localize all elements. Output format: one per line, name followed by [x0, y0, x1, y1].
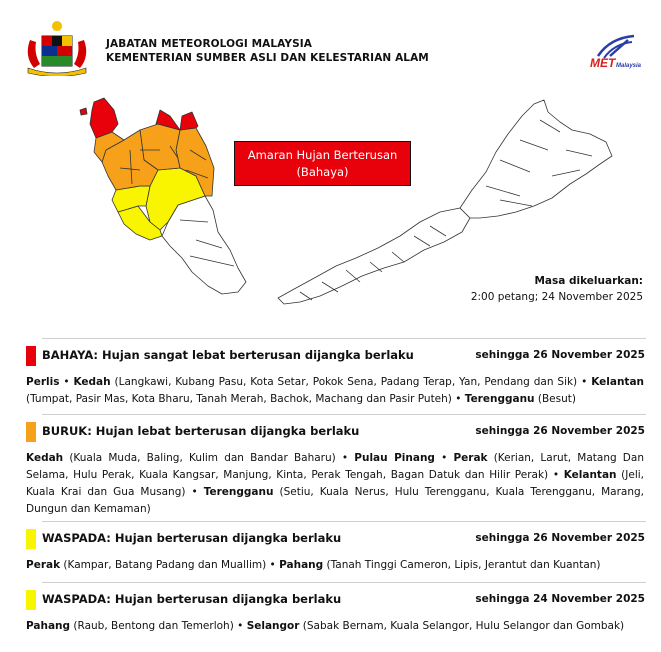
separator: • — [63, 376, 70, 388]
area-detail: (Tanah Tinggi Cameron, Lipis, Jerantut dan Kuantan) — [326, 559, 601, 571]
separator: • — [269, 559, 276, 571]
separator: • — [552, 469, 560, 481]
section-areas — [26, 557, 644, 574]
area-state: Terengganu — [464, 393, 535, 405]
org-line-1: JABATAN METEOROLOGI MALAYSIA — [106, 38, 312, 50]
area-state: Pahang — [26, 620, 71, 632]
level-color-bar — [26, 346, 36, 366]
section-title: BAHAYA: Hujan sangat lebat berterusan dijangka berlaku — [42, 348, 414, 362]
area-state: Perlis — [26, 376, 60, 388]
separator: • — [581, 376, 588, 388]
map-region-sabah — [460, 100, 612, 218]
level-color-bar — [26, 529, 36, 549]
map-region-kedah-perlis-bahaya — [90, 98, 118, 138]
met-malaysia-logo-icon — [570, 32, 642, 72]
area-detail: (Langkawi, Kubang Pasu, Kota Setar, Pokok Sena, Padang Terap, Yan, Pendang dan Sik) — [114, 376, 578, 388]
section-title: BURUK: Hujan lebat berterusan dijangka berlaku — [42, 424, 360, 438]
malaysia-coat-of-arms-icon — [22, 18, 92, 76]
divider — [42, 414, 646, 415]
area-state: Pahang — [279, 559, 324, 571]
section-until-date: sehingga 24 November 2025 — [475, 593, 645, 605]
map-region-besut-bahaya — [180, 112, 198, 130]
divider — [42, 521, 646, 522]
level-color-bar — [26, 590, 36, 610]
map-island-langkawi — [80, 108, 87, 115]
separator: • — [237, 620, 244, 632]
area-detail: (Setiu, Kuala Nerus, Hulu Terengganu, Kuala Terengganu, Marang, Dungun dan Kemaman) — [26, 486, 644, 515]
area-state: Pulau Pinang — [354, 452, 435, 464]
peninsular-malaysia-map — [80, 98, 246, 294]
area-state: Kelantan — [563, 469, 617, 481]
area-state: Terengganu — [203, 486, 274, 498]
section-until-date: sehingga 26 November 2025 — [475, 349, 645, 361]
level-color-bar — [26, 422, 36, 442]
organization-name — [106, 37, 429, 65]
area-detail: (Raub, Bentong dan Temerloh) — [73, 620, 234, 632]
area-state: Perak — [26, 559, 61, 571]
area-state: Kelantan — [591, 376, 645, 388]
section-areas — [26, 374, 644, 408]
area-detail: (Besut) — [537, 393, 576, 405]
section-areas — [26, 618, 644, 635]
section-title: WASPADA: Hujan berterusan dijangka berlaku — [42, 531, 342, 545]
separator: • — [441, 452, 448, 464]
area-detail: (Jeli, Kuala Krai dan Gua Musang) — [26, 469, 644, 498]
issued-label: Masa dikeluarkan: — [534, 275, 643, 287]
section-until-date: sehingga 26 November 2025 — [475, 425, 645, 437]
area-state: Selangor — [246, 620, 300, 632]
issued-value: 2:00 petang; 24 November 2025 — [470, 291, 643, 303]
divider — [42, 582, 646, 583]
warning-type-label — [234, 141, 411, 186]
separator: • — [191, 486, 198, 498]
section-title: WASPADA: Hujan berterusan dijangka berlaku — [42, 592, 342, 606]
section-areas — [26, 450, 644, 518]
area-detail: (Kuala Muda, Baling, Kulim dan Bandar Baharu) — [69, 452, 336, 464]
section-until-date: sehingga 26 November 2025 — [475, 532, 645, 544]
org-line-2: KEMENTERIAN SUMBER ASLI DAN KELESTARIAN ALAM — [106, 52, 429, 64]
separator: • — [455, 393, 462, 405]
area-state: Kedah — [73, 376, 111, 388]
warning-title-line-1: Amaran Hujan Berterusan — [247, 147, 398, 162]
area-detail: (Kampar, Batang Padang dan Muallim) — [63, 559, 267, 571]
separator: • — [341, 452, 349, 464]
area-state: Kedah — [26, 452, 64, 464]
map-region-sarawak — [278, 208, 470, 304]
svg-text:MET: MET — [590, 56, 616, 70]
header — [22, 18, 642, 78]
divider — [42, 338, 646, 339]
area-detail: (Tumpat, Pasir Mas, Kota Bharu, Tanah Merah, Bachok, Machang dan Pasir Puteh) — [26, 393, 452, 405]
svg-text:Malaysia: Malaysia — [616, 63, 642, 69]
area-state: Perak — [453, 452, 488, 464]
area-detail: (Kerian, Larut, Matang Dan Selama, Hulu Perak, Kuala Kangsar, Manjung, Kinta, Perak Tengah, Bagan Datuk dan Hilir Perak) — [26, 452, 644, 481]
area-detail: (Sabak Bernam, Kuala Selangor, Hulu Selangor dan Gombak) — [302, 620, 625, 632]
warning-title-line-2: (Bahaya) — [296, 164, 349, 179]
issued-time — [471, 273, 643, 305]
